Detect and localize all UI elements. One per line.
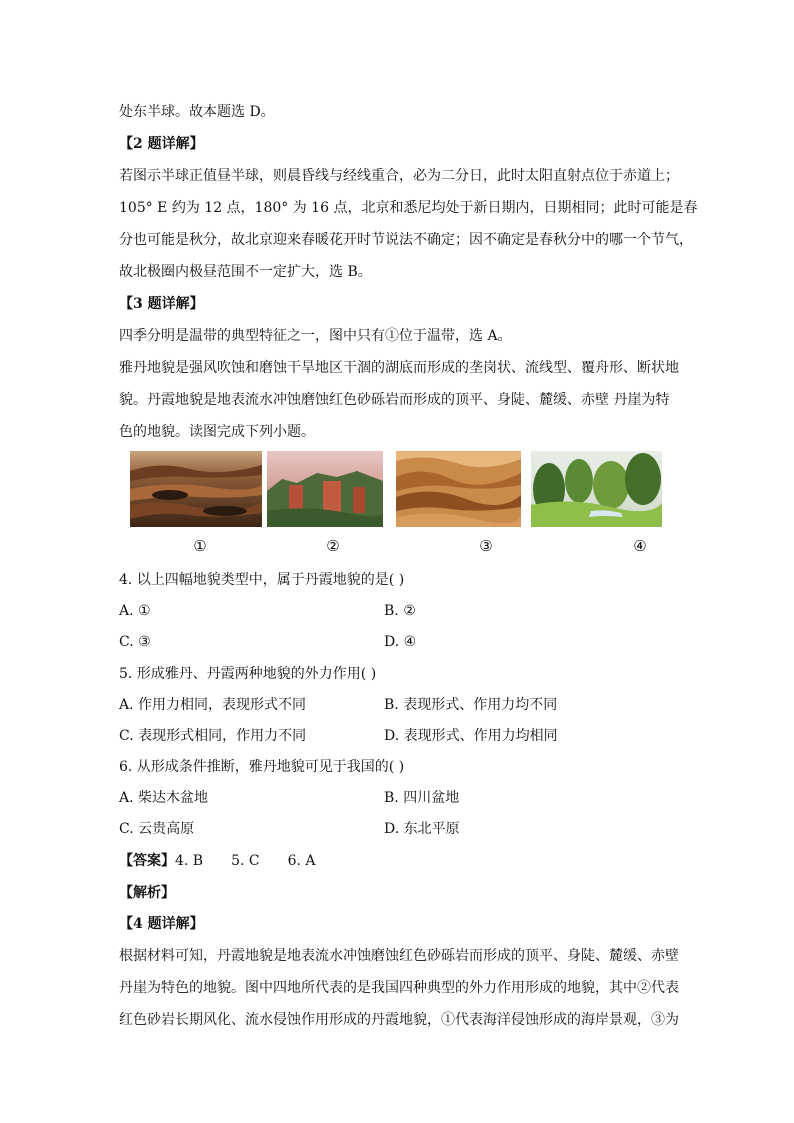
- question-4-option-c: C. ③: [119, 634, 151, 650]
- question-4-option-a: A. ①: [119, 603, 151, 619]
- question-5-option-c: C. 表现形式相同，作用力不同: [119, 728, 307, 744]
- text-line: 若图示半球正值昼半球，则晨昏线与经线重合，必为二分日，此时太阳直射点位于赤道上；: [119, 168, 679, 184]
- answer-text: 4. B 5. C 6. A: [175, 853, 316, 869]
- question-5-option-b: B. 表现形式、作用力均不同: [384, 697, 558, 713]
- question-6-option-a: A. 柴达木盆地: [119, 790, 209, 806]
- answer-line: [119, 851, 316, 871]
- text-line: 根据材料可知，丹霞地貌是地表流水冲蚀磨蚀红色砂砾岩而形成的顶平、身陡、麓缓、赤壁: [119, 948, 679, 964]
- question-6-option-b: B. 四川盆地: [384, 790, 460, 806]
- photo-label-3: ③: [479, 537, 493, 555]
- analysis-heading: 【解析】: [119, 885, 175, 901]
- text-line: 分也可能是秋分，故北京迎来春暖花开时节说法不确定；因不确定是春秋分中的哪一个节气，: [119, 232, 693, 248]
- question-4-option-d: D. ④: [384, 634, 417, 650]
- text-line: 色的地貌。读图完成下列小题。: [119, 424, 315, 440]
- text-line: 故北极圈内极昼范围不一定扩大，选 B。: [119, 264, 372, 280]
- question-6-option-d: D. 东北平原: [384, 821, 460, 837]
- danxia-landform-photo: [267, 451, 383, 527]
- question-4-option-b: B. ②: [384, 603, 416, 619]
- yardang-landform-photo: [130, 451, 262, 527]
- text-line: 貌。丹霞地貌是地表流水冲蚀磨蚀红色砂砾岩而形成的顶平、身陡、麓缓、赤壁 丹崖为特: [119, 392, 670, 408]
- section-heading-3: 【3 题详解】: [119, 296, 204, 312]
- section-heading-4: 【4 题详解】: [119, 916, 204, 932]
- text-line: 四季分明是温带的典型特征之一，图中只有①位于温带，选 A。: [119, 328, 512, 344]
- text-line: 雅丹地貌是强风吹蚀和磨蚀干旱地区干涸的湖底而形成的垄岗状、流线型、覆舟形、断状地: [119, 360, 679, 376]
- answer-label: 【答案】: [119, 853, 175, 869]
- text-line: 丹崖为特色的地貌。图中四地所代表的是我国四种典型的外力作用形成的地貌，其中②代表: [119, 980, 679, 996]
- section-heading-2: 【2 题详解】: [119, 136, 204, 152]
- photo-label-1: ①: [193, 537, 207, 555]
- question-6-stem: 6. 从形成条件推断，雅丹地貌可见于我国的( ): [119, 759, 405, 775]
- karst-landform-photo: [531, 451, 662, 527]
- question-5-option-d: D. 表现形式、作用力均相同: [384, 728, 558, 744]
- question-4-stem: 4. 以上四幅地貌类型中，属于丹霞地貌的是( ): [119, 572, 405, 588]
- question-5-stem: 5. 形成雅丹、丹霞两种地貌的外力作用( ): [119, 666, 377, 682]
- photo-label-2: ②: [326, 537, 340, 555]
- text-line: 105° E 约为 12 点，180° 为 16 点，北京和悉尼均处于新日期内，日期相同；此时可能是春: [119, 200, 698, 216]
- photo-label-4: ④: [633, 537, 647, 555]
- text-line: 红色砂岩长期风化、流水侵蚀作用形成的丹霞地貌，①代表海洋侵蚀形成的海岸景观，③为: [119, 1012, 679, 1028]
- desert-dune-photo: [396, 451, 521, 527]
- question-6-option-c: C. 云贵高原: [119, 821, 195, 837]
- question-5-option-a: A. 作用力相同，表现形式不同: [119, 697, 307, 713]
- text-line: 处东半球。故本题选 D。: [119, 104, 275, 120]
